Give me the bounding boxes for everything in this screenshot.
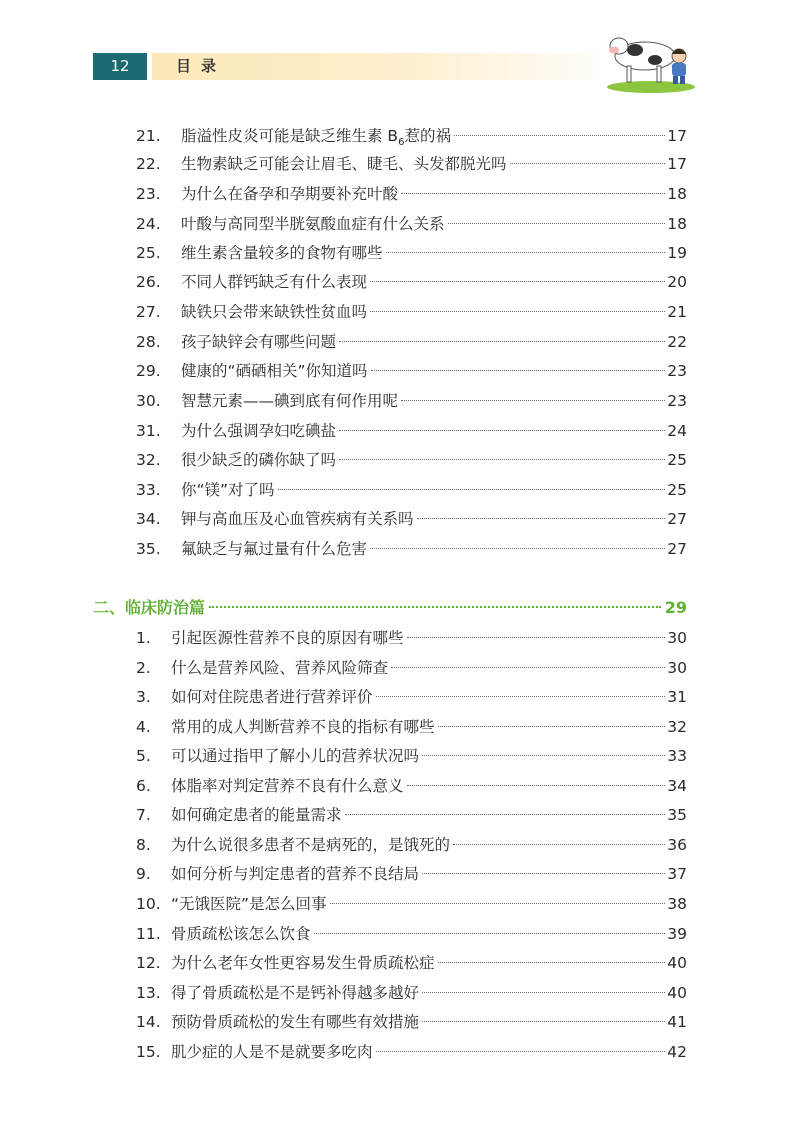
entry-title: 氟缺乏与氟过量有什么危害 bbox=[181, 540, 368, 558]
dot-leader bbox=[339, 430, 665, 431]
entry-title: 如何确定患者的能量需求 bbox=[171, 806, 342, 824]
entry-number: 28. bbox=[136, 333, 161, 351]
entry-page: 18 bbox=[667, 185, 687, 203]
entry-number: 29. bbox=[136, 362, 161, 380]
toc-entry-13[interactable] bbox=[136, 979, 687, 1007]
dot-leader bbox=[422, 992, 665, 993]
entry-title: 肌少症的人是不是就要多吃肉 bbox=[171, 1043, 373, 1061]
entry-page: 27 bbox=[667, 510, 687, 528]
entry-page: 30 bbox=[667, 659, 687, 677]
entry-number: 31. bbox=[136, 422, 161, 440]
entry-number: 4. bbox=[136, 718, 151, 736]
dot-leader bbox=[330, 903, 666, 904]
toc-entry-11[interactable] bbox=[136, 920, 687, 948]
entry-number: 7. bbox=[136, 806, 151, 824]
entry-title: 为什么说很多患者不是病死的，是饿死的 bbox=[171, 836, 451, 854]
entry-number: 3. bbox=[136, 688, 151, 706]
entry-title: 钾与高血压及心血管疾病有关系吗 bbox=[181, 510, 414, 528]
toc-entry-14[interactable] bbox=[136, 1008, 687, 1036]
entry-page: 27 bbox=[667, 540, 687, 558]
dot-leader bbox=[407, 637, 666, 638]
dot-leader bbox=[417, 518, 666, 519]
toc-entry-1[interactable] bbox=[136, 624, 687, 652]
header-title: 目录 bbox=[176, 57, 227, 75]
entry-number: 30. bbox=[136, 392, 161, 410]
toc-entry-25[interactable] bbox=[136, 239, 687, 267]
dot-leader bbox=[407, 785, 666, 786]
entry-page: 19 bbox=[667, 244, 687, 262]
toc-entry-9[interactable] bbox=[136, 860, 687, 888]
entry-page: 22 bbox=[667, 333, 687, 351]
entry-title: 孩子缺锌会有哪些问题 bbox=[181, 333, 337, 351]
dot-leader bbox=[278, 489, 666, 490]
entry-number: 25. bbox=[136, 244, 161, 262]
toc-entry-21[interactable] bbox=[136, 122, 687, 150]
entry-page: 36 bbox=[667, 836, 687, 854]
entry-page: 35 bbox=[667, 806, 687, 824]
entry-number: 13. bbox=[136, 984, 161, 1002]
dot-leader bbox=[448, 223, 666, 224]
entry-number: 23. bbox=[136, 185, 161, 203]
entry-number: 15. bbox=[136, 1043, 161, 1061]
entry-title: 健康的“硒硒相关”你知道吗 bbox=[181, 362, 368, 380]
entry-number: 26. bbox=[136, 273, 161, 291]
dot-leader bbox=[438, 962, 666, 963]
toc-entry-22[interactable] bbox=[136, 150, 687, 178]
dot-leader bbox=[339, 341, 665, 342]
entry-number: 2. bbox=[136, 659, 151, 677]
dot-leader bbox=[422, 1021, 665, 1022]
entry-title: 你“镁”对了吗 bbox=[181, 481, 275, 499]
toc-entry-6[interactable] bbox=[136, 772, 687, 800]
toc-entry-10[interactable] bbox=[136, 890, 687, 918]
entry-page: 34 bbox=[667, 777, 687, 795]
entry-page: 21 bbox=[667, 303, 687, 321]
entry-title: 脂溢性皮炎可能是缺乏维生素 $B_6$惹的祸 bbox=[181, 127, 451, 149]
toc-entry-3[interactable] bbox=[136, 683, 687, 711]
dot-leader bbox=[314, 933, 666, 934]
toc-entry-26[interactable] bbox=[136, 268, 687, 296]
entry-title: 得了骨质疏松是不是钙补得越多越好 bbox=[171, 984, 420, 1002]
toc-entry-32[interactable] bbox=[136, 446, 687, 474]
dot-leader bbox=[454, 135, 665, 136]
page-number: 12 bbox=[93, 53, 147, 80]
entry-title: 预防骨质疏松的发生有哪些有效措施 bbox=[171, 1013, 420, 1031]
toc-entry-4[interactable] bbox=[136, 713, 687, 741]
entry-number: 27. bbox=[136, 303, 161, 321]
dot-leader bbox=[422, 873, 665, 874]
entry-title: 生物素缺乏可能会让眉毛、睫毛、头发都脱光吗 bbox=[181, 155, 507, 173]
entry-title: 常用的成人判断营养不良的指标有哪些 bbox=[171, 718, 435, 736]
toc-entry-27[interactable] bbox=[136, 298, 687, 326]
entry-page: 40 bbox=[667, 984, 687, 1002]
entry-page: 23 bbox=[667, 392, 687, 410]
dot-leader bbox=[453, 844, 665, 845]
dot-leader bbox=[370, 548, 665, 549]
toc-entry-33[interactable] bbox=[136, 476, 687, 504]
entry-title: 为什么在备孕和孕期要补充叶酸 bbox=[181, 185, 399, 203]
entry-number: 34. bbox=[136, 510, 161, 528]
dot-leader bbox=[401, 193, 665, 194]
entry-page: 31 bbox=[667, 688, 687, 706]
entry-title: 体脂率对判定营养不良有什么意义 bbox=[171, 777, 404, 795]
dot-leader bbox=[422, 755, 665, 756]
dot-leader bbox=[438, 726, 666, 727]
entry-title: 可以通过指甲了解小儿的营养状况吗 bbox=[171, 747, 420, 765]
dot-leader bbox=[370, 311, 665, 312]
dot-leader bbox=[510, 163, 666, 164]
entry-title: 引起医源性营养不良的原因有哪些 bbox=[171, 629, 404, 647]
entry-number: 35. bbox=[136, 540, 161, 558]
entry-title: 叶酸与高同型半胱氨酸血症有什么关系 bbox=[181, 215, 445, 233]
toc-entry-12[interactable] bbox=[136, 949, 687, 977]
entry-page: 42 bbox=[667, 1043, 687, 1061]
entry-page: 25 bbox=[667, 451, 687, 469]
entry-page: 17 bbox=[667, 127, 687, 145]
toc-entry-31[interactable] bbox=[136, 417, 687, 445]
dot-leader bbox=[376, 696, 666, 697]
entry-page: 24 bbox=[667, 422, 687, 440]
toc-entry-2[interactable] bbox=[136, 654, 687, 682]
entry-page: 41 bbox=[667, 1013, 687, 1031]
entry-page: 18 bbox=[667, 215, 687, 233]
entry-page: 23 bbox=[667, 362, 687, 380]
toc-entry-23[interactable] bbox=[136, 180, 687, 208]
entry-number: 21. bbox=[136, 127, 161, 145]
entry-number: 22. bbox=[136, 155, 161, 173]
entry-number: 1. bbox=[136, 629, 151, 647]
section-title: 二、临床防治篇 bbox=[93, 598, 206, 617]
entry-title: 为什么强调孕妇吃碘盐 bbox=[181, 422, 337, 440]
entry-number: 32. bbox=[136, 451, 161, 469]
entry-page: 38 bbox=[667, 895, 687, 913]
toc-entry-24[interactable] bbox=[136, 210, 687, 238]
entry-title: 不同人群钙缺乏有什么表现 bbox=[181, 273, 368, 291]
toc-entry-34[interactable] bbox=[136, 505, 687, 533]
entry-page: 25 bbox=[667, 481, 687, 499]
entry-title: 如何对住院患者进行营养评价 bbox=[171, 688, 373, 706]
entry-page: 17 bbox=[667, 155, 687, 173]
cow-mascot-illustration bbox=[605, 30, 697, 95]
entry-page: 20 bbox=[667, 273, 687, 291]
toc-entry-15[interactable] bbox=[136, 1038, 687, 1066]
dot-leader bbox=[386, 252, 666, 253]
toc-entry-8[interactable] bbox=[136, 831, 687, 859]
dot-leader bbox=[209, 606, 661, 608]
entry-title: 如何分析与判定患者的营养不良结局 bbox=[171, 865, 420, 883]
toc-entry-29[interactable] bbox=[136, 357, 687, 385]
entry-title: 什么是营养风险、营养风险筛查 bbox=[171, 659, 389, 677]
dot-leader bbox=[376, 1051, 666, 1052]
dot-leader bbox=[370, 281, 665, 282]
entry-number: 11. bbox=[136, 925, 161, 943]
dot-leader bbox=[391, 667, 665, 668]
entry-page: 30 bbox=[667, 629, 687, 647]
entry-title: 骨质疏松该怎么饮食 bbox=[171, 925, 311, 943]
section-heading[interactable] bbox=[93, 594, 687, 622]
entry-number: 5. bbox=[136, 747, 151, 765]
entry-number: 10. bbox=[136, 895, 161, 913]
dot-leader bbox=[401, 400, 665, 401]
toc-entry-7[interactable] bbox=[136, 801, 687, 829]
entry-title: 为什么老年女性更容易发生骨质疏松症 bbox=[171, 954, 435, 972]
entry-page: 40 bbox=[667, 954, 687, 972]
toc-entry-35[interactable] bbox=[136, 535, 687, 563]
toc-entry-5[interactable] bbox=[136, 742, 687, 770]
entry-number: 12. bbox=[136, 954, 161, 972]
dot-leader bbox=[339, 459, 665, 460]
entry-number: 9. bbox=[136, 865, 151, 883]
entry-page: 39 bbox=[667, 925, 687, 943]
entry-title: 维生素含量较多的食物有哪些 bbox=[181, 244, 383, 262]
entry-number: 14. bbox=[136, 1013, 161, 1031]
entry-page: 32 bbox=[667, 718, 687, 736]
entry-title: 缺铁只会带来缺铁性贫血吗 bbox=[181, 303, 368, 321]
toc-entry-30[interactable] bbox=[136, 387, 687, 415]
entry-number: 24. bbox=[136, 215, 161, 233]
entry-title: “无饿医院”是怎么回事 bbox=[171, 895, 327, 913]
entry-number: 8. bbox=[136, 836, 151, 854]
entry-title: 很少缺乏的磷你缺了吗 bbox=[181, 451, 337, 469]
toc-entry-28[interactable] bbox=[136, 328, 687, 356]
dot-leader bbox=[371, 370, 666, 371]
entry-page: 37 bbox=[667, 865, 687, 883]
dot-leader bbox=[345, 814, 666, 815]
entry-number: 6. bbox=[136, 777, 151, 795]
entry-title: 智慧元素——碘到底有何作用呢 bbox=[181, 392, 399, 410]
entry-number: 33. bbox=[136, 481, 161, 499]
section-page: 29 bbox=[664, 598, 687, 617]
entry-page: 33 bbox=[667, 747, 687, 765]
